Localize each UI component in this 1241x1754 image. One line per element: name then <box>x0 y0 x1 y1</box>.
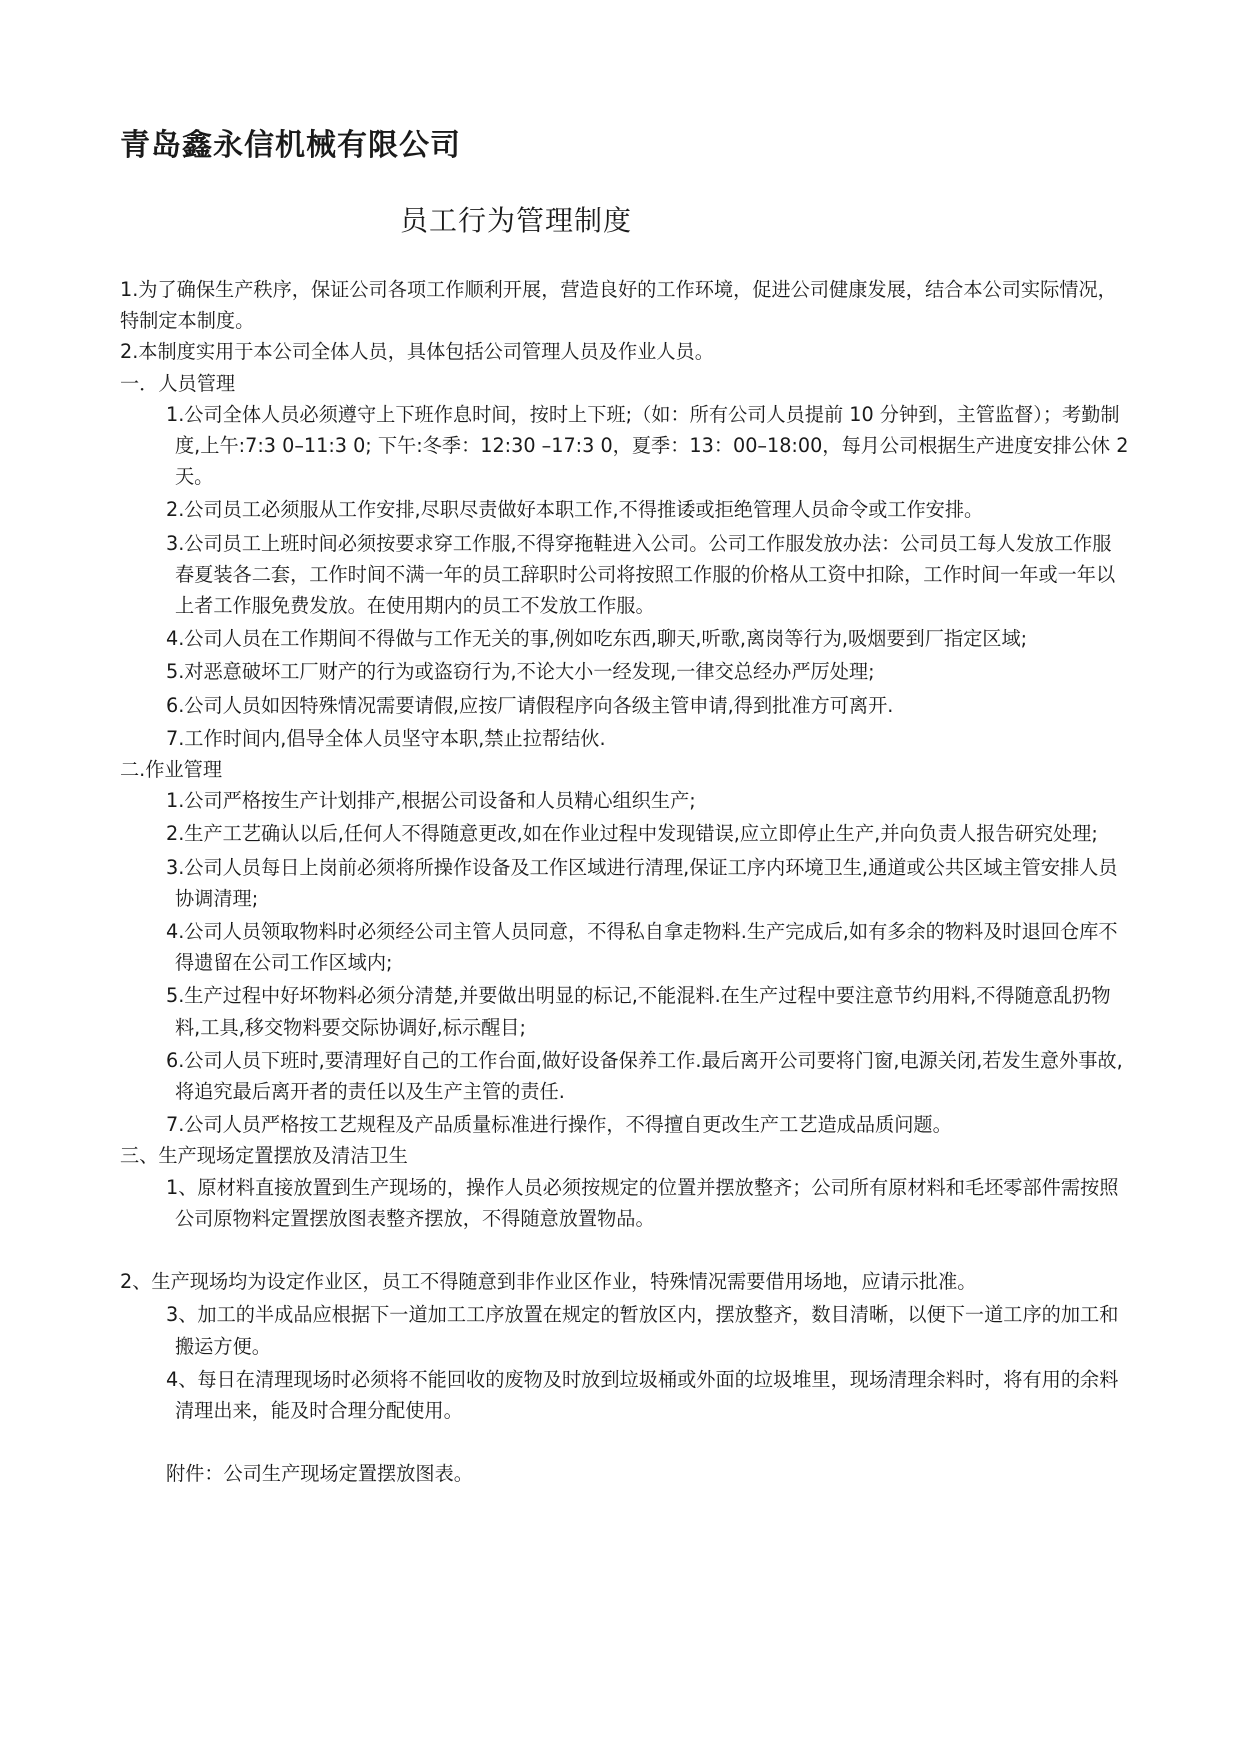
operations-rule-7: 7.公司人员严格按工艺规程及产品质量标准进行操作，不得擅自更改生产工艺造成品质问题。 <box>166 1113 952 1137</box>
intro-paragraph-1: 1.为了确保生产秩序，保证公司各项工作顺利开展，营造良好的工作环境，促进公司健康发展，结合本公司实际情况，特制定本制度。 <box>120 278 1117 333</box>
document-body <box>120 274 1130 1489</box>
attachment-note: 附件：公司生产现场定置摆放图表。 <box>166 1462 473 1486</box>
operations-rule-1: 1.公司严格按生产计划排产,根据公司设备和人员精心组织生产; <box>166 789 696 813</box>
personnel-rule-2: 2.公司员工必须服从工作安排,尽职尽责做好本职工作,不得推诿或拒绝管理人员命令或工作安排。 <box>166 498 984 522</box>
personnel-rule-3: 3.公司员工上班时间必须按要求穿工作服,不得穿拖鞋进入公司。公司工作服发放办法：公司员工每人发放工作服春夏装各二套，工作时间不满一年的员工辞职时公司将按照工作服的价格从工资中扣除，工作时间一年或一年以上者工作服免费发放。在使用期内的员工不发放工作服。 <box>166 531 1116 618</box>
operations-rule-6: 6.公司人员下班时,要清理好自己的工作台面,做好设备保养工作.最后离开公司要将门窗,电源关闭,若发生意外事故,将追究最后离开者的责任以及生产主管的责任. <box>166 1048 1123 1104</box>
personnel-rule-7: 7.工作时间内,倡导全体人员坚守本职,禁止拉帮结伙. <box>166 726 606 750</box>
intro-paragraph-2: 2.本制度实用于本公司全体人员，具体包括公司管理人员及作业人员。 <box>120 340 714 364</box>
section-heading-site: 三、生产现场定置摆放及清洁卫生 <box>120 1144 408 1168</box>
operations-rule-4: 4.公司人员领取物料时必须经公司主管人员同意，不得私自拿走物料.生产完成后,如有多余的物料及时退回仓库不得遗留在公司工作区域内; <box>166 920 1118 975</box>
operations-rule-2: 2.生产工艺确认以后,任何人不得随意更改,如在作业过程中发现错误,应立即停止生产,并向负责人报告研究处理; <box>166 822 1098 846</box>
section-heading-personnel: 一．人员管理 <box>120 371 236 395</box>
personnel-rule-5: 5.对恶意破坏工厂财产的行为或盗窃行为,不论大小一经发现,一律交总经办严厉处理; <box>166 660 875 684</box>
personnel-rule-1: 1.公司全体人员必须遵守上下班作息时间，按时上下班;（如：所有公司人员提前 10 分钟到，主管监督）；考勤制度,上午:7:3 0–11:3 0; 下午:冬季：12:30 –17:3 0，夏季：13：00–18:00，每月公司根据生产进度安排公休 2 天。 <box>166 402 1129 489</box>
personnel-rule-6: 6.公司人员如因特殊情况需要请假,应按厂请假程序向各级主管申请,得到批准方可离开. <box>166 693 894 717</box>
company-name: 青岛鑫永信机械有限公司 <box>120 128 461 163</box>
site-rule-1: 1、原材料直接放置到生产现场的，操作人员必须按规定的位置并摆放整齐；公司所有原材料和毛坯零部件需按照公司原物料定置摆放图表整齐摆放，不得随意放置物品。 <box>166 1175 1119 1230</box>
site-rule-2: 2、生产现场均为设定作业区，员工不得随意到非作业区作业，特殊情况需要借用场地，应请示批准。 <box>120 1270 977 1294</box>
operations-rule-3: 3.公司人员每日上岗前必须将所操作设备及工作区域进行清理,保证工序内环境卫生,通道或公共区域主管安排人员协调清理; <box>166 855 1118 910</box>
document-title: 员工行为管理制度 <box>400 204 633 237</box>
site-rule-4: 4、每日在清理现场时必须将不能回收的废物及时放到垃圾桶或外面的垃圾堆里，现场清理余料时，将有用的余料清理出来，能及时合理分配使用。 <box>166 1367 1119 1422</box>
personnel-rule-4: 4.公司人员在工作期间不得做与工作无关的事,例如吃东西,聊天,听歌,离岗等行为,吸烟要到厂指定区域; <box>166 627 1028 651</box>
site-rule-3: 3、加工的半成品应根据下一道加工工序放置在规定的暂放区内，摆放整齐，数目清晰，以便下一道工序的加工和搬运方便。 <box>166 1303 1119 1358</box>
operations-rule-5: 5.生产过程中好坏物料必须分清楚,并要做出明显的标记,不能混料.在生产过程中要注意节约用料,不得随意乱扔物料,工具,移交物料要交际协调好,标示醒目; <box>166 984 1111 1039</box>
section-heading-operations: 二.作业管理 <box>120 758 223 782</box>
